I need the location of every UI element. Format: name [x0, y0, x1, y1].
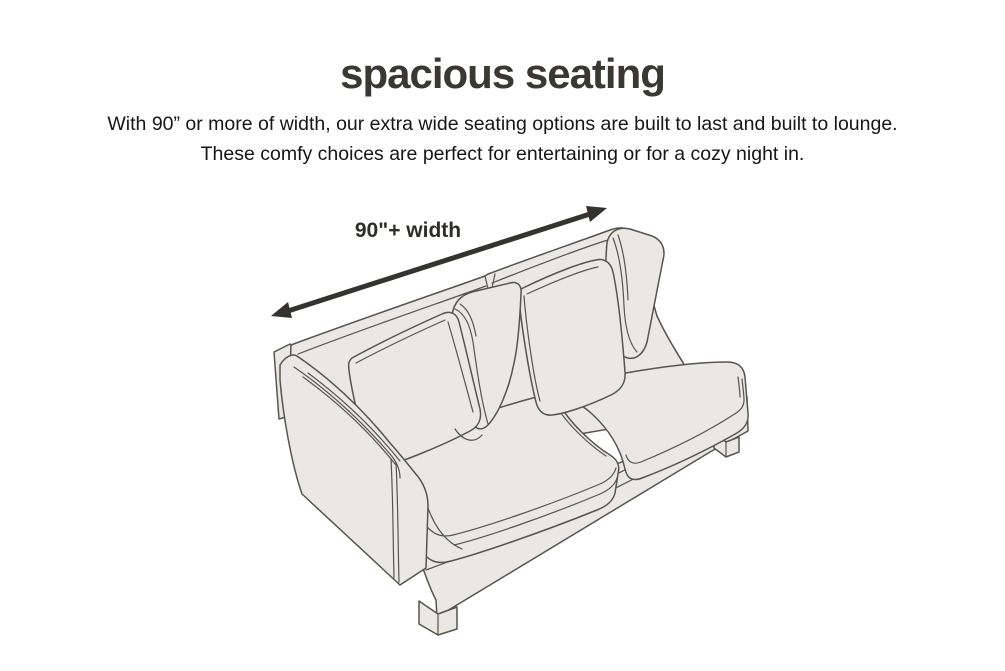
subtitle-line-1: With 90” or more of width, our extra wide seating options are built to last and built to lounge.: [107, 113, 898, 135]
arrow-head-right-icon: [586, 206, 607, 222]
width-dimension-label: 90"+ width: [354, 219, 462, 242]
sofa-line-art: [274, 228, 748, 635]
subtitle-line-2: These comfy choices are perfect for entertaining or for a cozy night in.: [200, 143, 805, 165]
page-title: spacious seating: [340, 50, 665, 97]
arrow-head-left-icon: [271, 302, 292, 318]
sofa-pillow-3: [519, 260, 625, 416]
